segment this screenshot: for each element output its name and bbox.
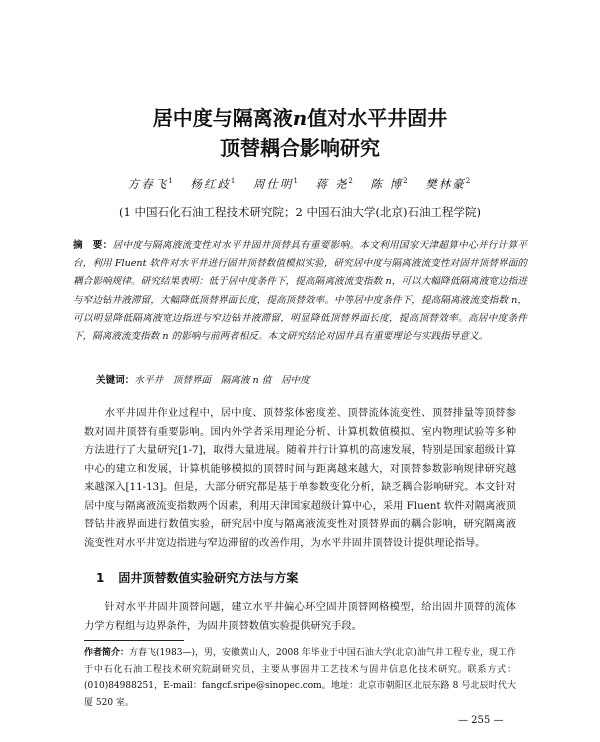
abstract-label: 摘 要： [73, 240, 113, 251]
abstract-text: 居中度与隔离液流变性对水平井固井顶替具有重要影响。本文利用国家天津超算中心并行计算平台，利用 Fluent 软件对水平井进行固井顶替数值模拟实验，研究居中度与隔离液流变性对固井顶替界面的耦合影响规律。研究结果表明：低于居中度条件下，提高隔离液流变指数 n，可以大幅降低隔离液宽边指进与窄边钻井液滞留，大幅降低顶替界面长度，提高顶替效率。中等居中度条件下，提高隔离液流变指数 n，可以明显降低隔离液宽边指进与窄边钻井液滞留，明显降低顶替界面长度，提高顶替效率。高居中度条件下，隔离液流变指数 n 的影响与前两者相反。本文研究结论对固井具有重要理论与实践指导意义。 [73, 240, 528, 343]
paper-title [0, 103, 600, 163]
section-number: 1 [96, 571, 105, 585]
section-heading [96, 569, 298, 586]
keywords-text: 水平井 顶替界面 隔离液 n 值 居中度 [134, 375, 310, 386]
title-line-2: 顶替耦合影响研究 [220, 136, 380, 160]
author-list [0, 176, 600, 192]
affiliation: (1 中国石化石油工程技术研究院；2 中国石油大学(北京)石油工程学院) [119, 205, 481, 219]
author: 周仕明$^1$ [253, 177, 301, 191]
section-paragraph: 针对水平井固井顶替问题，建立水平井偏心环空固井顶替网格模型，给出固井顶替的流体力学方程组与边界条件，为固井顶替数值实验提供研究手段。 [84, 601, 516, 632]
title-line-1: 居中度与隔离液n值对水平井固井 [152, 106, 448, 130]
author-footnote [84, 645, 516, 711]
footnote-text: 方春飞(1983—)，男，安徽黄山人，2008 年毕业于中国石油大学(北京)油气井工程专业，现工作于中石化石油工程技术研究院副研究员，主要从事固井工艺技术与固井信息化技术研究。联系方式：(010)84988251，E-mail：fangcf.sripe@sinopec.com。地址：北京市朝阳区北辰东路 8 号北辰时代大厦 520 室。 [84, 648, 516, 708]
author: 樊林豪$^2$ [425, 177, 473, 191]
page-number: — 255 — [458, 715, 504, 726]
abstract [73, 237, 527, 346]
keywords-label: 关键词： [96, 375, 135, 386]
section-title: 固井顶替数值实验研究方法与方案 [118, 571, 299, 585]
keywords [96, 372, 526, 386]
intro-paragraph: 水平井固井作业过程中，居中度、顶替浆体密度差、顶替流体流变性、顶替排量等顶替参数对固井顶替有重要影响。国内外学者采用理论分析、计算机数值模拟、室内物理试验等多种方法进行了大量研究[1-7]，取得大量进展。随着并行计算机的高速发展，特别是国家超级计算中心的建立和发展，计算机能够模拟的顶替时间与距离越来越大，对顶替参数影响规律研究越来越深入[11-13]。但是，大部分研究都是基于单参数变化分析，缺乏耦合影响研究。本文针对居中度与隔离液流变指数两个因素，利用天津国家超级计算中心，采用 Fluent 软件对隔离液顶替钻井液界面进行数值实验，研究居中度与隔离液流变性对顶替界面的耦合影响，研究隔离液流变性对水平井宽边指进与窄边滞留的改善作用，为水平井固井顶替设计提供理论指导。 [84, 407, 516, 549]
author: 杨红歧$^1$ [190, 177, 238, 191]
author: 方春飞$^1$ [127, 177, 175, 191]
footnote-label: 作者简介： [84, 648, 130, 658]
author: 蒋 尧$^2$ [315, 177, 355, 191]
title-variable-n: n [292, 106, 308, 130]
author: 陈 博$^2$ [370, 177, 410, 191]
footnote-divider [84, 640, 184, 641]
